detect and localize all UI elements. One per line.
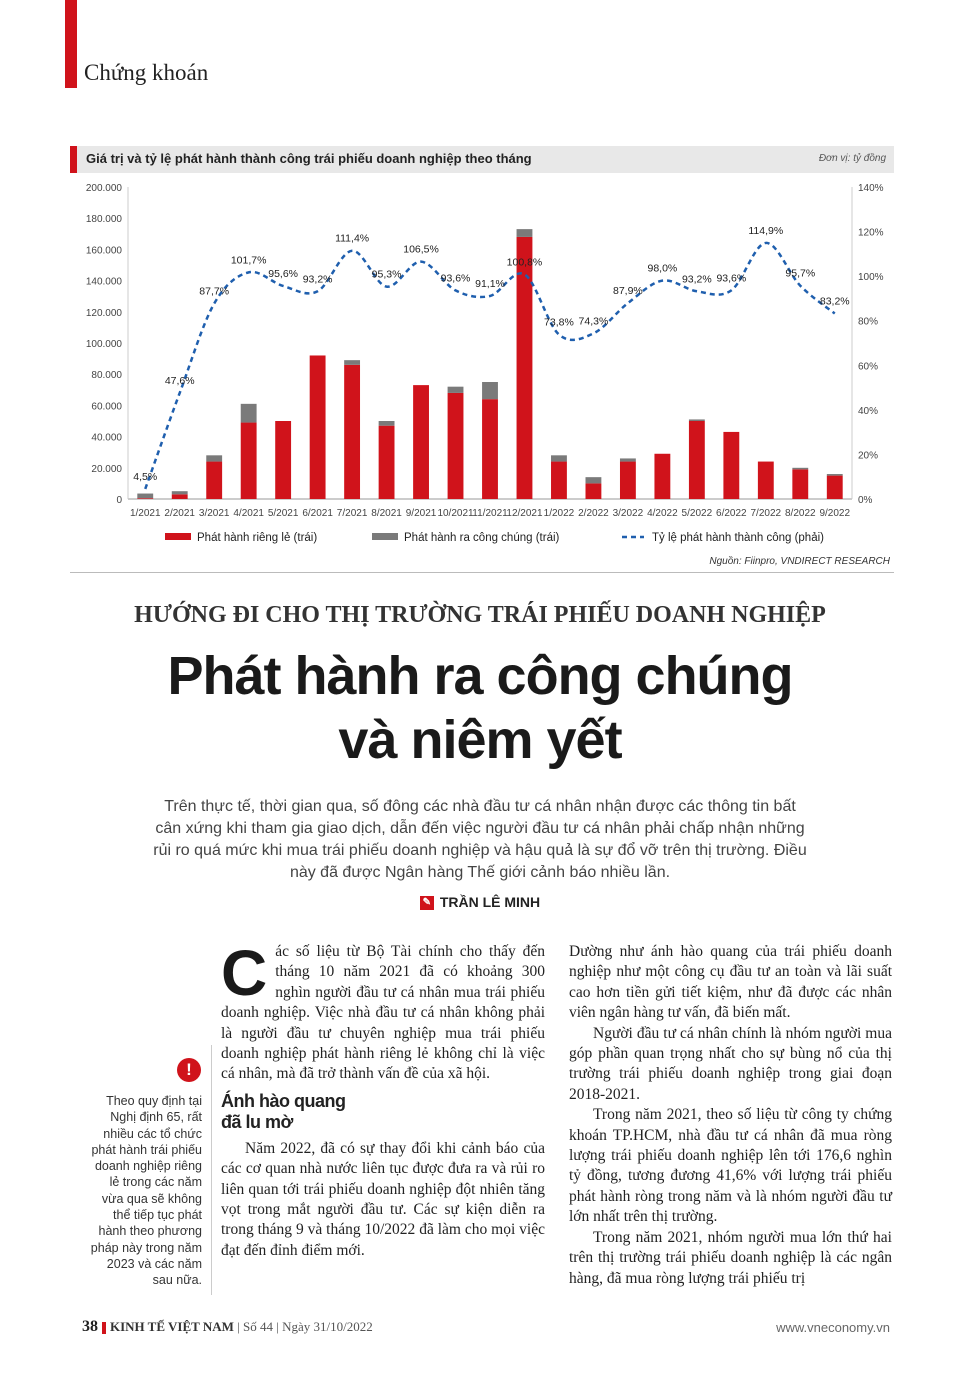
rate-data-label: 93,2% [681,273,712,286]
y-tick-label-right: 140% [858,183,884,194]
bar-private [172,494,188,499]
bar-private [275,421,291,499]
bar-private [792,469,808,499]
magazine-name: KINH TẾ VIỆT NAM [110,1319,234,1334]
rate-data-label: 95,6% [268,267,299,280]
x-tick-label: 3/2021 [198,508,230,519]
y-tick-label-right: 60% [858,361,879,373]
bar-private [689,421,705,499]
footer-marker [102,1322,106,1334]
section-marker [65,0,77,88]
rate-data-label: 93,2% [302,273,333,286]
bar-public [585,477,601,483]
rate-data-label: 91,1% [475,277,505,290]
y-tick-label-left: 20.000 [91,463,122,475]
headline-line-1: Phát hành ra công chúng [167,646,793,706]
x-tick-label: 8/2022 [784,508,816,519]
y-tick-label-right: 20% [858,450,879,462]
paragraph: Trong năm 2021, nhóm người mua lớn thứ hai trên thị trường trái phiếu doanh nghiệp là các ngân hàng, đã mua ròng lượng trái phiếu trị [569,1228,892,1287]
bar-private [551,462,567,499]
rate-data-label: 73,8% [544,316,574,329]
page-number: 38 [82,1318,98,1335]
chart-unit: Đơn vị: tỷ đồng [818,153,886,164]
author-name: TRẦN LÊ MINH [439,894,541,910]
bar-public [241,404,257,423]
article-column-1 [221,937,545,1261]
y-tick-label-left: 0 [116,495,122,506]
bar-public [172,491,188,494]
chart-header-accent [70,146,77,173]
paragraph: Các số liệu từ Bộ Tài chính cho thấy đến tháng 10 năm 2021 đã có khoảng 300 nghìn người đầu tư cá nhân mua trái phiếu doanh nghiệp. Việc nhà đầu tư cá nhân không phải là người đầu tư chuyên nghiệp mua trái phiếu doanh nghiệp phát hành riêng lẻ không chỉ là việc cá nhân, mà đã trở thành vấn đề của xã hội. [221,937,545,1083]
rate-data-label: 83,2% [819,295,850,308]
y-tick-label-left: 100.000 [85,339,122,350]
bar-public [344,360,360,365]
bar-private [137,498,153,499]
bar-private [413,385,429,499]
x-tick-label: 9/2022 [819,508,851,519]
bar-private [344,365,360,499]
paragraph: Năm 2022, đã có sự thay đổi khi cảnh báo của các cơ quan nhà nước liên tục được đưa ra và rủi ro liên quan tới trái phiếu doanh nghiệp đột nhiên tăng vọt trong mắt người đầu tư. Các sự kiện diễn ra trong tháng 9 và tháng 10/2022 đã làm cho mọi việc đạt đến đỉnh điểm mới. [221,1139,545,1259]
article-column-2 [569,942,892,1289]
article-headline [0,644,960,772]
rate-data-label: 87,7% [199,285,230,298]
bar-public [206,455,222,461]
rate-data-label: 98,0% [647,262,678,275]
bar-private [585,483,601,499]
y-tick-label-left: 60.000 [91,401,122,413]
rate-data-label: 114,9% [748,224,784,237]
bar-public [792,468,808,470]
bar-public [379,421,395,426]
x-tick-label: 1/2022 [543,508,575,519]
legend-private-label: Phát hành riêng lẻ (trái) [197,532,318,544]
rate-data-label: 100,8% [506,256,543,269]
rate-data-label: 106,5% [403,243,439,256]
article-lede: Trên thực tế, thời gian qua, số đông các nhà đầu tư cá nhân nhận được các thông tin bất cân xứng khi tham gia giao dịch, dẫn đến việc người đầu tư cá nhân phải chấp nhận những rủi ro quá mức khi mua trái phiếu doanh nghiệp và hậu quả là sự đổ vỡ trên thị trường. Điều này đã được Ngân hàng Thế giới cảnh báo nhiều lần. [153,798,807,881]
x-tick-label: 7/2022 [750,508,782,519]
x-tick-label: 10/2021 [437,508,474,519]
pen-icon: ✎ [420,896,434,910]
y-tick-label-left: 120.000 [85,307,122,319]
y-tick-label-left: 40.000 [91,432,122,444]
section-title: Chứng khoán [84,60,209,85]
issue-number: Số 44 [243,1319,273,1334]
bar-private [517,237,533,499]
bar-private [310,355,326,499]
bar-public [482,382,498,399]
rate-data-label: 111,4% [335,232,370,245]
legend-public-label: Phát hành ra công chúng (trái) [404,532,560,544]
bar-private [758,462,774,499]
rate-data-label: 93,6% [440,272,471,285]
rate-data-label: 93,6% [716,272,747,285]
paragraph: Trong năm 2021, theo số liệu từ công ty chứng khoán TP.HCM, nhà đầu tư cá nhân đã mua ròng lượng trái phiếu doanh nghiệp lên tới 176,6 nghìn tỷ đồng, tương đương 41,6% với lượng trái phiếu phát hành ròng trong năm và là nhóm người đầu tư lớn nhất trên thị trường. [569,1106,892,1226]
page-footer: 38 KINH TẾ VIỆT NAM | Số 44 | Ngày 31/10/2022 [82,1318,373,1335]
y-tick-label-left: 140.000 [85,276,122,288]
y-tick-label-right: 0% [858,495,873,506]
x-tick-label: 4/2021 [233,508,264,519]
rate-data-label: 47,6% [164,374,195,387]
y-tick-label-right: 100% [858,272,884,284]
y-tick-label-right: 80% [858,316,879,328]
legend-rate-label: Tỷ lệ phát hành thành công (phải) [652,532,824,544]
x-tick-label: 3/2022 [612,508,644,519]
rate-data-label: 4,5% [133,470,158,483]
bar-public [137,494,153,499]
bar-private [654,454,670,499]
subheading: Ánh hào quang đã lu mờ [221,1090,346,1132]
bar-public [620,458,636,461]
y-tick-label-left: 200.000 [85,183,122,194]
sidenote-rule [211,1045,212,1295]
y-tick-label-left: 160.000 [85,245,122,257]
bar-private [620,462,636,499]
y-tick-label-right: 40% [858,405,879,417]
x-tick-label: 5/2021 [267,508,299,519]
byline [0,894,960,910]
article-kicker: HƯỚNG ĐI CHO THỊ TRƯỜNG TRÁI PHIẾU DOANH NGHIỆP [134,602,826,628]
chart-source: Nguồn: Fiinpro, VNDIRECT RESEARCH [709,556,890,567]
x-tick-label: 6/2021 [302,508,333,519]
bar-public [448,387,464,393]
alert-icon: ! [177,1058,201,1082]
legend-public-swatch [372,533,398,540]
y-tick-label-left: 180.000 [85,214,122,226]
x-tick-label: 12/2021 [506,508,543,519]
bar-private [206,462,222,499]
x-tick-label: 7/2021 [336,508,368,519]
sidenote-text: Theo quy định tại Nghị định 65, rất nhiều các tổ chức phát hành trái phiếu doanh nghiệp riêng lẻ trong các năm vừa qua sẽ không thể tiếp tục phát hành theo phương pháp này trong năm 2023 và các năm sau nữa. [90,1094,202,1288]
paragraph: Dường như ánh hào quang của trái phiếu doanh nghiệp như một công cụ đầu tư an toàn và lãi suất cao hơn tiền gửi tiết kiệm, như đã được các nhân viên ngân hàng tư vấn, đã biến mất. [569,943,892,1022]
x-tick-label: 2/2021 [164,508,196,519]
x-tick-label: 11/2021 [472,508,508,519]
bar-public [551,455,567,461]
bar-private [827,476,843,499]
legend-private-swatch [165,533,191,540]
rate-data-label: 87,9% [613,285,643,298]
bond-issuance-chart [70,173,894,556]
x-tick-label: 6/2022 [716,508,747,519]
x-tick-label: 9/2021 [405,508,437,519]
bar-private [379,426,395,499]
website[interactable]: www.vneconomy.vn [776,1320,890,1335]
bar-private [723,432,739,499]
x-tick-label: 5/2022 [681,508,713,519]
paragraph: Người đầu tư cá nhân chính là nhóm người mua góp phần quan trọng nhất cho sự bùng nổ của thị trường trái phiếu doanh nghiệp trong giai đoạn 2018-2021. [569,1024,892,1103]
bar-public [827,474,843,476]
issue-date: Ngày 31/10/2022 [282,1319,373,1334]
rate-data-label: 95,7% [785,267,816,280]
x-tick-label: 1/2021 [129,508,161,519]
y-tick-label-right: 120% [858,227,884,239]
x-tick-label: 2/2022 [578,508,609,519]
bar-private [448,393,464,499]
bar-public [689,419,705,421]
headline-line-2: và niêm yết [338,710,622,770]
chart-divider [70,572,894,573]
dropcap: C [221,937,268,1009]
rate-data-label: 74,3% [578,315,609,328]
bar-public [517,229,533,237]
x-tick-label: 8/2021 [371,508,402,519]
rate-data-label: 95,3% [371,268,402,281]
rate-data-label: 101,7% [230,254,267,267]
bar-private [482,399,498,499]
y-tick-label-left: 80.000 [91,370,122,382]
bar-private [241,423,257,499]
x-tick-label: 4/2022 [647,508,678,519]
chart-header [70,146,894,173]
chart-title: Giá trị và tỷ lệ phát hành thành công trái phiếu doanh nghiệp theo tháng [86,151,532,166]
